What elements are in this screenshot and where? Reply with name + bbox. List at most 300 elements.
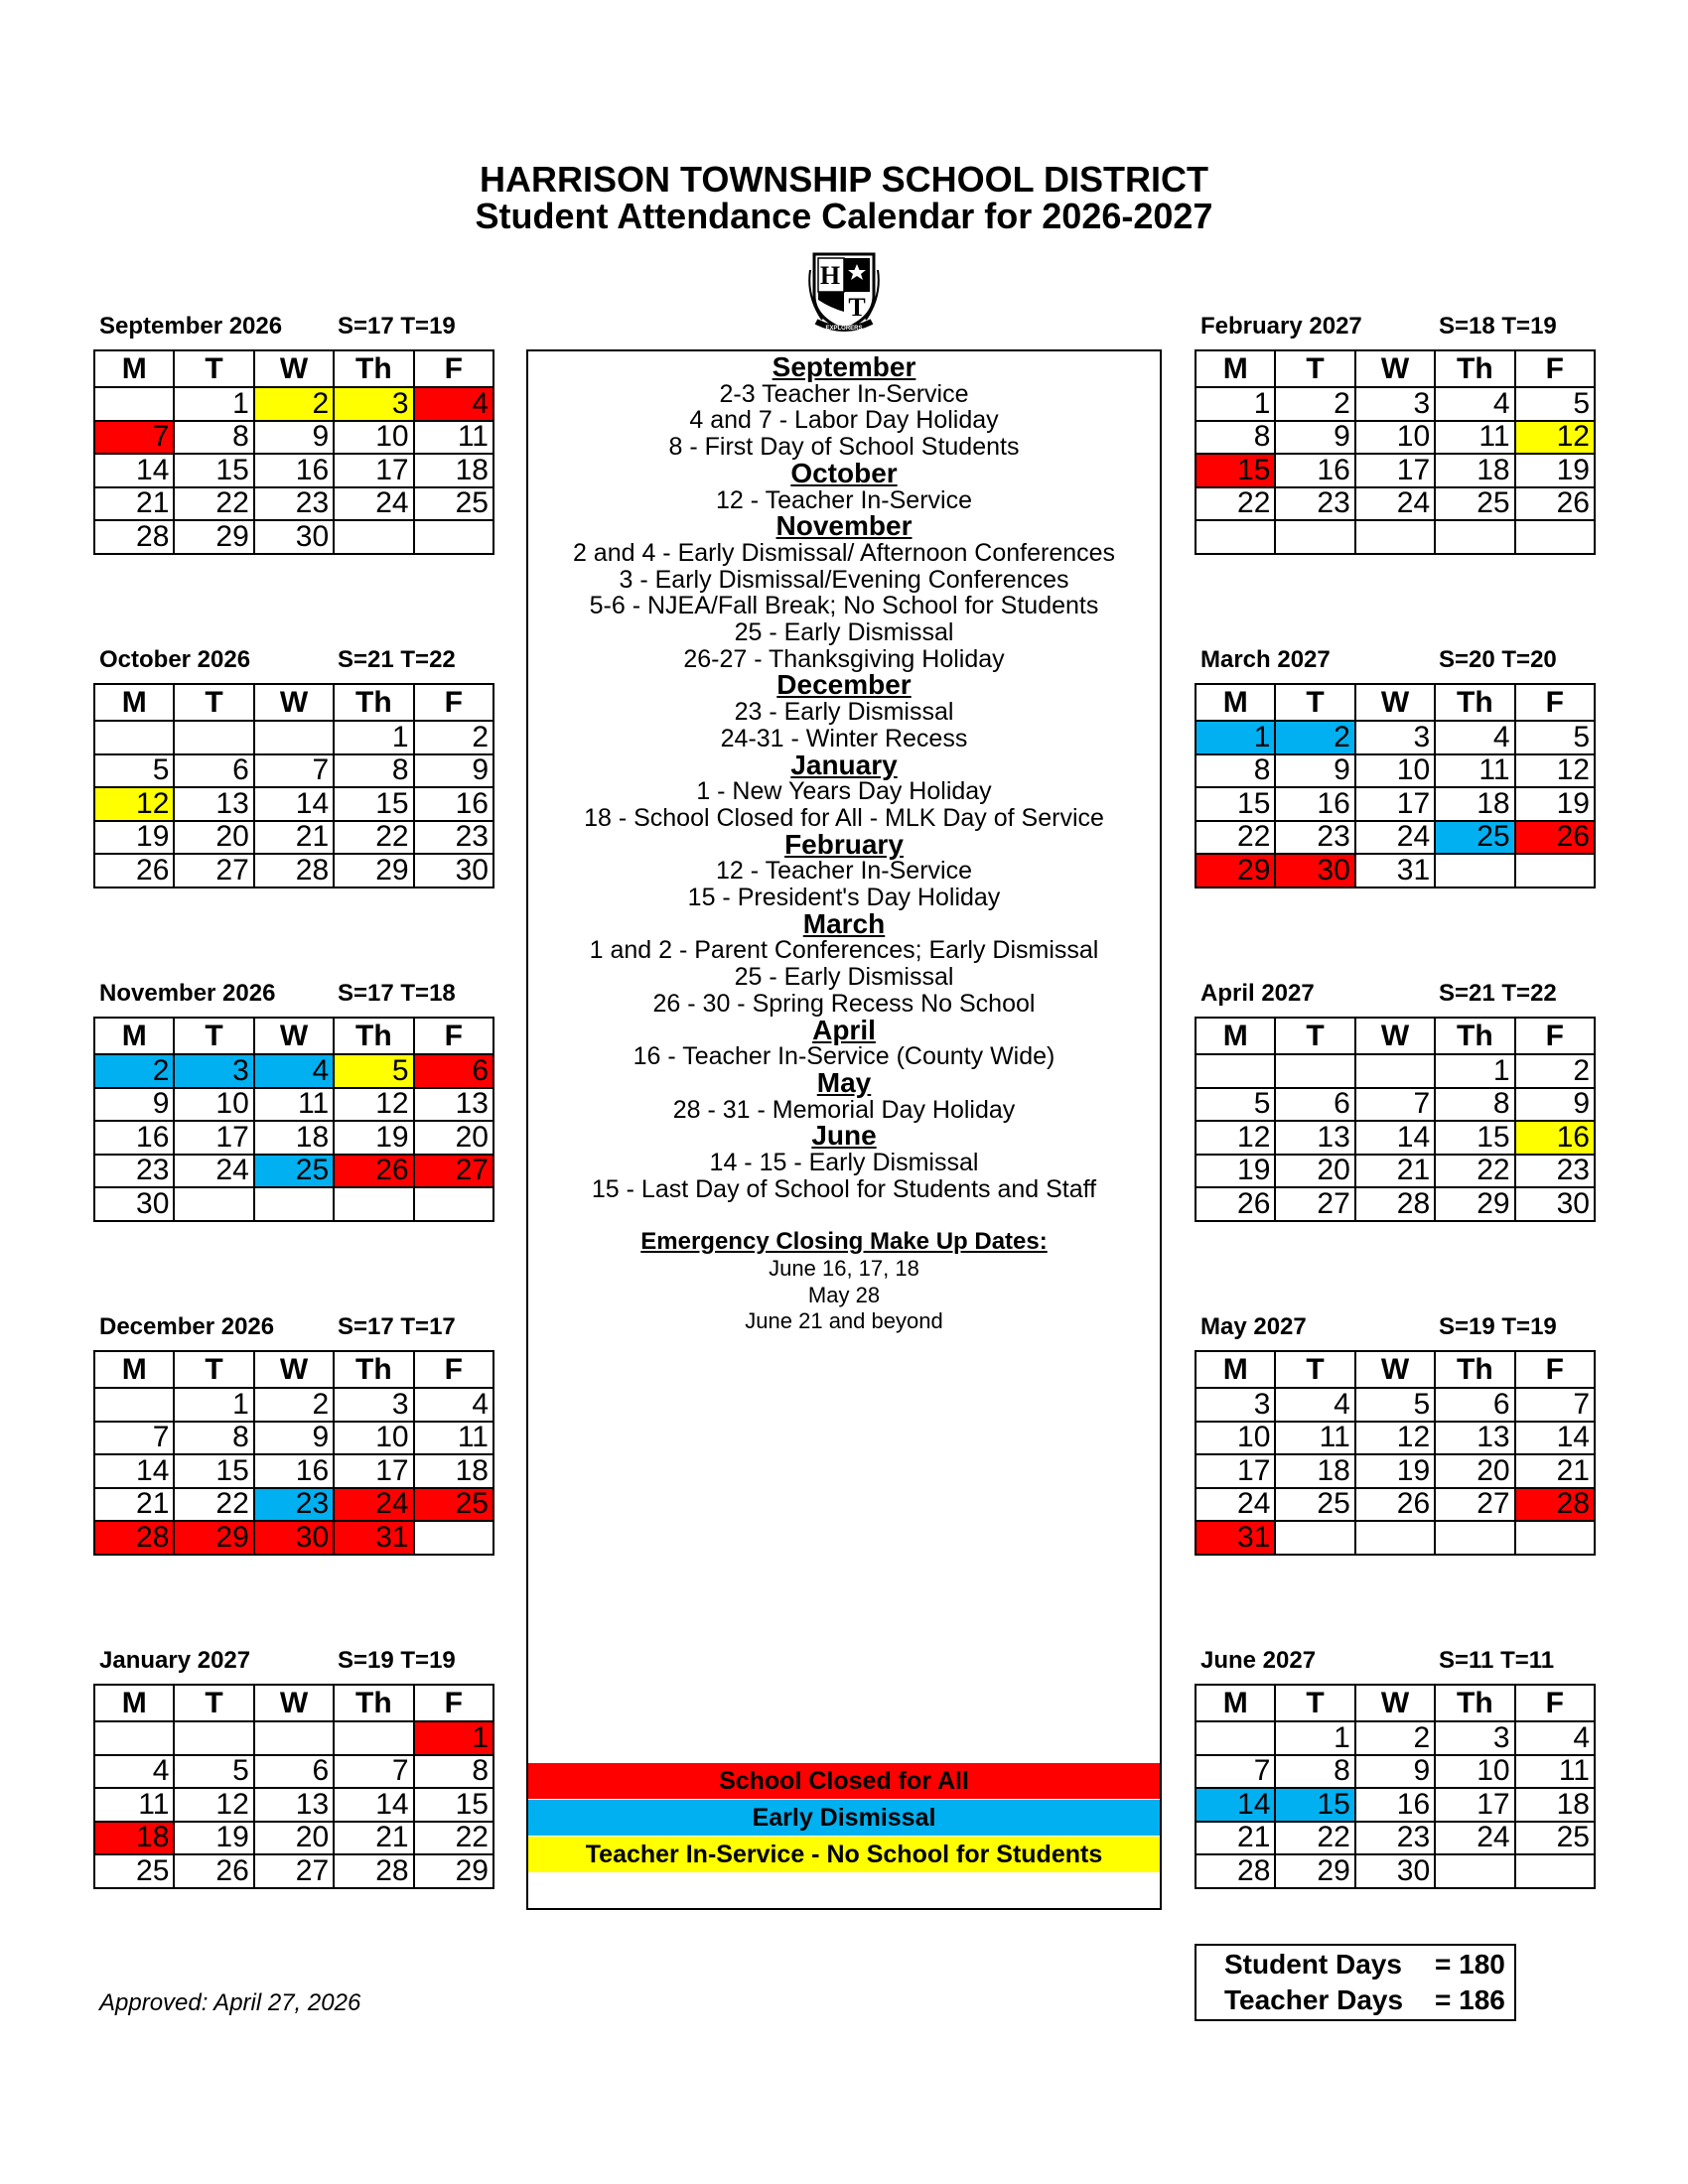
day-cell: 18: [1435, 454, 1514, 487]
week-row: [1196, 1788, 1595, 1822]
day-cell: 14: [1355, 1121, 1435, 1155]
month-name: October 2026: [99, 646, 251, 673]
student-days-label: Student Days: [1224, 1949, 1402, 1979]
week-row: [1196, 1521, 1595, 1555]
month-january: [93, 1647, 494, 1889]
event-month-heading: March: [802, 907, 886, 939]
day-cell: 9: [1515, 1088, 1595, 1122]
day-cell: [1515, 520, 1595, 554]
event-month-heading: November: [775, 510, 913, 542]
month-name: November 2026: [99, 980, 276, 1007]
day-cell: 11: [1275, 1422, 1354, 1455]
day-cell: 6: [174, 754, 253, 788]
weekday-header: M: [94, 350, 174, 387]
weekday-header: F: [1515, 1685, 1595, 1721]
day-cell: 9: [1275, 421, 1354, 455]
day-cell: 5: [1355, 1388, 1435, 1422]
day-cell: 24: [334, 1488, 413, 1522]
week-row: [94, 1422, 493, 1455]
month-december: [93, 1313, 494, 1556]
month-november: [93, 980, 494, 1222]
day-cell: 25: [1435, 821, 1514, 855]
day-cell: 17: [1196, 1454, 1275, 1488]
day-cell: 21: [254, 821, 334, 855]
day-cell: 28: [1196, 1854, 1275, 1888]
day-cell: 25: [1435, 487, 1514, 521]
day-cell: 17: [1355, 787, 1435, 821]
day-cell: 23: [1355, 1822, 1435, 1855]
day-cell: 15: [174, 454, 253, 487]
weekday-header: T: [174, 1351, 253, 1388]
day-cell: 3: [1196, 1388, 1275, 1422]
weekday-header: W: [1355, 1018, 1435, 1054]
event-month-heading: December: [776, 669, 912, 701]
day-cell: 22: [1196, 821, 1275, 855]
weekday-header: Th: [334, 1351, 413, 1388]
day-cell: 2: [94, 1054, 174, 1088]
day-cell: 28: [1515, 1488, 1595, 1522]
day-cell: 25: [414, 487, 493, 521]
day-cell: 31: [1196, 1521, 1275, 1555]
day-cell: 23: [254, 487, 334, 521]
day-cell: 14: [334, 1788, 413, 1822]
week-row: [94, 1155, 493, 1188]
week-row: [94, 454, 493, 487]
month-grid: [93, 683, 494, 888]
day-cell: 9: [414, 754, 493, 788]
day-cell: 30: [414, 854, 493, 887]
day-cell: 24: [1355, 487, 1435, 521]
day-cell: 21: [1355, 1155, 1435, 1188]
day-cell: 5: [1196, 1088, 1275, 1122]
month-day-counts: S=19 T=19: [338, 1647, 456, 1674]
month-name: April 2027: [1200, 980, 1315, 1007]
week-row: [1196, 1054, 1595, 1088]
weekday-header: F: [414, 1018, 493, 1054]
day-cell: [174, 1187, 253, 1221]
event-item: 3 - Early Dismissal/Evening Conferences: [619, 565, 1069, 594]
day-cell: 21: [94, 487, 174, 521]
weekday-header: M: [1196, 684, 1275, 721]
day-cell: 4: [1435, 387, 1514, 421]
weekday-header: F: [414, 350, 493, 387]
day-cell: [254, 1187, 334, 1221]
day-cell: [254, 1721, 334, 1755]
day-cell: 22: [1196, 487, 1275, 521]
district-logo: [808, 250, 880, 334]
day-cell: 19: [334, 1121, 413, 1155]
day-cell: 27: [254, 1854, 334, 1888]
legend-school-closed: School Closed for All: [528, 1763, 1160, 1799]
weekday-header: T: [174, 350, 253, 387]
day-cell: 27: [1435, 1488, 1514, 1522]
week-row: [1196, 1822, 1595, 1855]
week-row: [94, 1854, 493, 1888]
week-row: [1196, 1755, 1595, 1789]
weekday-header: F: [414, 1685, 493, 1721]
week-row: [1196, 1088, 1595, 1122]
day-cell: 27: [414, 1155, 493, 1188]
weekday-header: M: [94, 1351, 174, 1388]
weekday-header: W: [254, 1685, 334, 1721]
event-month-heading: February: [784, 828, 904, 860]
day-cell: 1: [414, 1721, 493, 1755]
event-item: 14 - 15 - Early Dismissal: [709, 1149, 979, 1176]
day-cell: 16: [414, 787, 493, 821]
day-cell: [1196, 520, 1275, 554]
week-row: [94, 1454, 493, 1488]
svg-text:T: T: [848, 293, 866, 322]
day-cell: 9: [94, 1088, 174, 1122]
day-cell: [1515, 1521, 1595, 1555]
day-cell: 12: [334, 1088, 413, 1122]
day-cell: 22: [414, 1822, 493, 1855]
event-item: 16 - Teacher In-Service (County Wide): [633, 1042, 1055, 1071]
day-cell: 16: [94, 1121, 174, 1155]
month-name: February 2027: [1200, 313, 1362, 340]
day-cell: 26: [94, 854, 174, 887]
day-cell: 1: [1196, 721, 1275, 754]
day-cell: 17: [334, 1454, 413, 1488]
weekday-header: M: [94, 1685, 174, 1721]
week-row: [94, 1521, 493, 1555]
day-cell: 13: [1275, 1121, 1354, 1155]
day-cell: 8: [174, 1422, 253, 1455]
weekday-header: W: [1355, 684, 1435, 721]
event-item: May 28: [807, 1282, 881, 1307]
weekday-header: W: [254, 684, 334, 721]
day-cell: 12: [1515, 421, 1595, 455]
day-cell: 30: [254, 1521, 334, 1555]
day-cell: 22: [334, 821, 413, 855]
month-day-counts: S=17 T=18: [338, 980, 456, 1007]
day-cell: 11: [1435, 421, 1514, 455]
event-item: 28 - 31 - Memorial Day Holiday: [672, 1095, 1016, 1124]
week-row: [1196, 1454, 1595, 1488]
day-cell: 8: [174, 421, 253, 455]
month-day-counts: S=21 T=22: [1439, 980, 1557, 1007]
day-cell: [1355, 1521, 1435, 1555]
day-cell: 11: [1435, 754, 1514, 788]
day-cell: 3: [1435, 1721, 1514, 1755]
day-cell: 30: [94, 1187, 174, 1221]
event-month-heading: October: [790, 457, 898, 488]
weekday-header: M: [94, 684, 174, 721]
week-row: [94, 1721, 493, 1755]
day-cell: 9: [1275, 754, 1354, 788]
day-cell: 18: [1515, 1788, 1595, 1822]
day-cell: [1275, 1521, 1354, 1555]
day-cell: [94, 1388, 174, 1422]
day-cell: 28: [1355, 1187, 1435, 1221]
month-grid: [1195, 683, 1596, 888]
month-grid: [1195, 1017, 1596, 1222]
day-cell: 7: [1355, 1088, 1435, 1122]
day-cell: 26: [1196, 1187, 1275, 1221]
event-item: 18 - School Closed for All - MLK Day of Service: [584, 803, 1104, 832]
day-cell: 24: [1355, 821, 1435, 855]
month-name: June 2027: [1200, 1647, 1317, 1674]
day-cell: 7: [94, 1422, 174, 1455]
day-cell: 26: [1355, 1488, 1435, 1522]
day-cell: 4: [1515, 1721, 1595, 1755]
week-row: [1196, 787, 1595, 821]
day-cell: 5: [1515, 721, 1595, 754]
month-header: [1200, 980, 1598, 1008]
week-row: [1196, 1388, 1595, 1422]
day-cell: 22: [174, 1488, 253, 1522]
month-grid: [1195, 1350, 1596, 1556]
day-cell: 31: [1355, 854, 1435, 887]
day-cell: 2: [254, 387, 334, 421]
event-item: 8 - First Day of School Students: [668, 433, 1020, 462]
day-cell: [334, 1187, 413, 1221]
day-cell: [1515, 1854, 1595, 1888]
month-day-counts: S=21 T=22: [338, 646, 456, 673]
day-cell: 11: [1515, 1755, 1595, 1789]
event-item: 24-31 - Winter Recess: [720, 724, 968, 752]
day-cell: 23: [254, 1488, 334, 1522]
day-cell: [1275, 1054, 1354, 1088]
day-cell: 26: [334, 1155, 413, 1188]
teacher-days-value: = 186: [1435, 1984, 1505, 2015]
weekday-header: M: [1196, 1018, 1275, 1054]
weekday-header: W: [254, 1018, 334, 1054]
day-cell: [94, 721, 174, 754]
month-header: [99, 1647, 496, 1675]
day-cell: 20: [1435, 1454, 1514, 1488]
approved-date: Approved: April 27, 2026: [99, 1989, 361, 2016]
day-cell: 18: [94, 1822, 174, 1855]
day-cell: 24: [174, 1155, 253, 1188]
day-cell: 23: [1275, 821, 1354, 855]
day-cell: 19: [174, 1822, 253, 1855]
day-cell: 1: [1196, 387, 1275, 421]
day-cell: 17: [1355, 454, 1435, 487]
day-cell: 22: [174, 487, 253, 521]
day-cell: 8: [1196, 421, 1275, 455]
day-cell: [414, 1187, 493, 1221]
weekday-header: T: [1275, 350, 1354, 387]
day-cell: 15: [414, 1788, 493, 1822]
week-row: [1196, 1422, 1595, 1455]
event-month-heading: May: [816, 1066, 872, 1098]
day-cell: [174, 1721, 253, 1755]
day-cell: 7: [94, 421, 174, 455]
day-cell: 25: [414, 1488, 493, 1522]
day-cell: 24: [1435, 1822, 1514, 1855]
day-cell: 1: [174, 387, 253, 421]
day-cell: 26: [174, 1854, 253, 1888]
week-row: [94, 721, 493, 754]
weekday-header: W: [254, 350, 334, 387]
week-row: [94, 821, 493, 855]
month-name: May 2027: [1200, 1313, 1307, 1340]
month-header: [1200, 1313, 1598, 1341]
day-cell: 28: [334, 1854, 413, 1888]
event-item: 5-6 - NJEA/Fall Break; No School for Students: [589, 592, 1099, 620]
weekday-header: Th: [1435, 1685, 1514, 1721]
day-cell: 3: [334, 1388, 413, 1422]
month-name: December 2026: [99, 1313, 275, 1340]
weekday-header: W: [254, 1351, 334, 1388]
day-cell: 25: [254, 1155, 334, 1188]
day-cell: 25: [94, 1854, 174, 1888]
day-cell: 18: [414, 1454, 493, 1488]
weekday-header: W: [1355, 1351, 1435, 1388]
weekday-header: Th: [1435, 350, 1514, 387]
day-cell: 6: [1435, 1388, 1514, 1422]
day-cell: 16: [1515, 1121, 1595, 1155]
month-grid: [93, 349, 494, 555]
student-days-value: = 180: [1435, 1949, 1505, 1979]
day-cell: 9: [1355, 1755, 1435, 1789]
day-cell: 29: [414, 1854, 493, 1888]
day-cell: 14: [1515, 1422, 1595, 1455]
week-row: [94, 1088, 493, 1122]
day-cell: 10: [1196, 1422, 1275, 1455]
day-cell: 24: [334, 487, 413, 521]
day-cell: 29: [174, 520, 253, 554]
day-cell: 21: [1196, 1822, 1275, 1855]
weekday-header: M: [1196, 350, 1275, 387]
day-cell: 19: [1355, 1454, 1435, 1488]
day-cell: 19: [1196, 1155, 1275, 1188]
weekday-header: M: [94, 1018, 174, 1054]
weekday-header: Th: [1435, 1018, 1514, 1054]
month-name: March 2027: [1200, 646, 1331, 673]
event-item: 12 - Teacher In-Service: [716, 857, 972, 886]
day-cell: [1196, 1054, 1275, 1088]
day-cell: 28: [94, 520, 174, 554]
day-cell: 4: [1275, 1388, 1354, 1422]
week-row: [94, 387, 493, 421]
day-cell: 8: [1435, 1088, 1514, 1122]
events-panel: [526, 349, 1162, 1910]
day-cell: 20: [174, 821, 253, 855]
weekday-header: T: [174, 684, 253, 721]
month-may: [1195, 1313, 1596, 1556]
month-october: [93, 646, 494, 888]
week-row: [1196, 454, 1595, 487]
month-name: September 2026: [99, 313, 283, 340]
month-header: [99, 980, 496, 1008]
month-header: [1200, 646, 1598, 674]
day-cell: 2: [254, 1388, 334, 1422]
day-cell: 7: [1196, 1755, 1275, 1789]
day-cell: 27: [174, 854, 253, 887]
week-row: [1196, 1854, 1595, 1888]
month-september: [93, 313, 494, 555]
week-row: [1196, 1155, 1595, 1188]
day-cell: 12: [94, 787, 174, 821]
day-cell: 10: [1355, 754, 1435, 788]
weekday-header: F: [1515, 1351, 1595, 1388]
day-cell: 6: [414, 1054, 493, 1088]
weekday-header: Th: [334, 1018, 413, 1054]
day-cell: 3: [174, 1054, 253, 1088]
day-cell: 4: [94, 1755, 174, 1789]
day-cell: 13: [254, 1788, 334, 1822]
day-cell: 23: [94, 1155, 174, 1188]
event-item: 25 - Early Dismissal: [734, 963, 954, 992]
week-row: [94, 854, 493, 887]
day-cell: 26: [1515, 821, 1595, 855]
day-cell: [1196, 1721, 1275, 1755]
event-item: 1 - New Years Day Holiday: [696, 777, 992, 806]
day-cell: 14: [1196, 1788, 1275, 1822]
month-header: [99, 646, 496, 674]
month-day-counts: S=11 T=11: [1439, 1647, 1555, 1674]
day-cell: 2: [1275, 721, 1354, 754]
svg-text:H: H: [819, 261, 841, 290]
week-row: [94, 1187, 493, 1221]
event-item: 26 - 30 - Spring Recess No School: [652, 989, 1036, 1018]
month-day-counts: S=19 T=19: [1439, 1313, 1557, 1340]
day-cell: 19: [94, 821, 174, 855]
day-cell: 27: [1275, 1187, 1354, 1221]
day-cell: 2: [414, 721, 493, 754]
week-row: [94, 1054, 493, 1088]
day-cell: 21: [334, 1822, 413, 1855]
day-cell: 4: [414, 1388, 493, 1422]
weekday-header: Th: [334, 684, 413, 721]
day-cell: 17: [1435, 1788, 1514, 1822]
weekday-header: F: [414, 684, 493, 721]
day-cell: 1: [174, 1388, 253, 1422]
week-row: [94, 520, 493, 554]
week-row: [94, 1488, 493, 1522]
day-cell: 6: [254, 1755, 334, 1789]
days-totals: [1195, 1944, 1516, 2021]
day-cell: 23: [1515, 1155, 1595, 1188]
event-month-heading: January: [790, 749, 898, 780]
day-cell: [1435, 520, 1514, 554]
weekday-header: T: [1275, 1685, 1354, 1721]
day-cell: 4: [414, 387, 493, 421]
day-cell: 4: [254, 1054, 334, 1088]
month-header: [99, 1313, 496, 1341]
day-cell: 19: [1515, 787, 1595, 821]
weekday-header: M: [1196, 1685, 1275, 1721]
month-header: [1200, 313, 1598, 341]
day-cell: 15: [174, 1454, 253, 1488]
day-cell: 24: [1196, 1488, 1275, 1522]
day-cell: [414, 1521, 493, 1555]
day-cell: 1: [334, 721, 413, 754]
day-cell: [334, 520, 413, 554]
day-cell: 13: [414, 1088, 493, 1122]
week-row: [94, 1788, 493, 1822]
weekday-header: F: [1515, 350, 1595, 387]
day-cell: [94, 387, 174, 421]
day-cell: 16: [1355, 1788, 1435, 1822]
day-cell: 28: [94, 1521, 174, 1555]
day-cell: 25: [1515, 1822, 1595, 1855]
day-cell: 15: [1275, 1788, 1354, 1822]
day-cell: 21: [1515, 1454, 1595, 1488]
month-day-counts: S=20 T=20: [1439, 646, 1557, 673]
weekday-header: W: [1355, 350, 1435, 387]
day-cell: 21: [94, 1488, 174, 1522]
event-item: 26-27 - Thanksgiving Holiday: [683, 644, 1005, 673]
day-cell: 12: [1355, 1422, 1435, 1455]
weekday-header: T: [1275, 1018, 1354, 1054]
day-cell: [1515, 854, 1595, 887]
week-row: [1196, 421, 1595, 455]
week-row: [1196, 1488, 1595, 1522]
event-item: 1 and 2 - Parent Conferences; Early Dismissal: [589, 936, 1099, 965]
